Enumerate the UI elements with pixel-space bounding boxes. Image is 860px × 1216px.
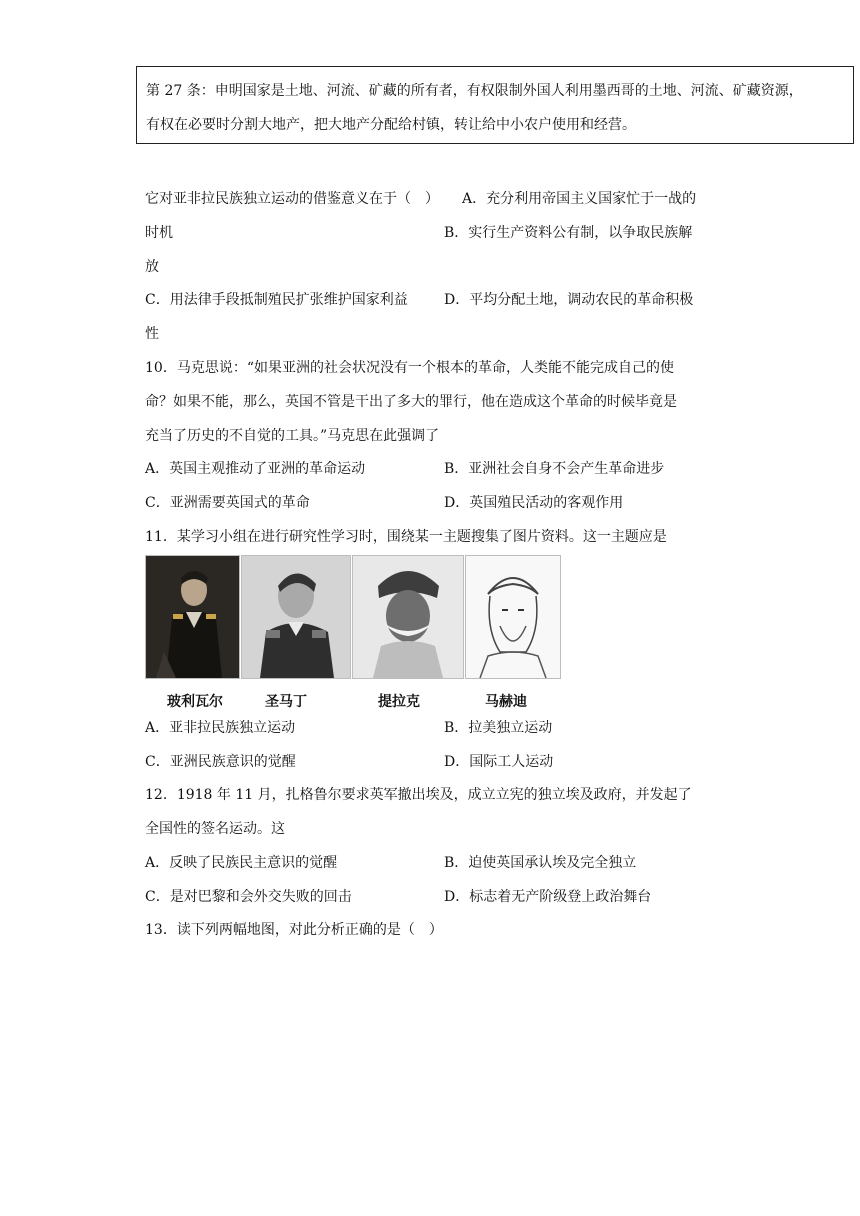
q9-option-c: C．用法律手段抵制殖民扩张维护国家利益 <box>145 292 408 308</box>
portrait-bolivar <box>145 555 240 679</box>
q12-option-c: C．是对巴黎和会外交失败的回击 <box>145 889 352 905</box>
q10-option-d: D．英国殖民活动的客观作用 <box>444 495 624 511</box>
q9-option-a-wrap: 时机 <box>145 225 173 241</box>
q9-option-b-wrap: 放 <box>145 259 159 275</box>
q11-option-d: D．国际工人运动 <box>444 754 554 770</box>
q10-line-1: 10．马克思说：“如果亚洲的社会状况没有一个根本的革命，人类能不能完成自己的使 <box>145 360 674 376</box>
excerpt-box <box>136 66 854 144</box>
caption-tilak: 提拉克 <box>378 694 420 710</box>
portrait-mahdi <box>465 555 561 679</box>
q9-option-d: D．平均分配土地，调动农民的革命积极 <box>444 292 694 308</box>
q9-stem: 它对亚非拉民族独立运动的借鉴意义在于（ ） <box>145 191 439 207</box>
portrait-tilak <box>352 555 464 679</box>
q13-stem: 13．读下列两幅地图，对此分析正确的是（ ） <box>145 922 443 938</box>
q10-option-b: B．亚洲社会自身不会产生革命进步 <box>444 461 665 477</box>
portrait-san-martin <box>241 555 351 679</box>
q9-option-b: B．实行生产资料公有制，以争取民族解 <box>444 225 693 241</box>
q12-line-1: 12．1918 年 11 月，扎格鲁尔要求英军撤出埃及，成立立宪的独立埃及政府，并发起了 <box>145 787 692 803</box>
caption-bolivar: 玻利瓦尔 <box>167 694 223 710</box>
q12-option-b: B．迫使英国承认埃及完全独立 <box>444 855 637 871</box>
q12-option-a: A．反映了民族民主意识的觉醒 <box>145 855 338 871</box>
q10-option-a: A．英国主观推动了亚洲的革命运动 <box>145 461 366 477</box>
q12-option-d: D．标志着无产阶级登上政治舞台 <box>444 889 652 905</box>
q11-stem: 11．某学习小组在进行研究性学习时，围绕某一主题搜集了图片资料。这一主题应是 <box>145 529 667 545</box>
q9-option-c-wrap: 性 <box>145 326 159 342</box>
q11-option-c: C．亚洲民族意识的觉醒 <box>145 754 296 770</box>
q12-line-2: 全国性的签名运动。这 <box>145 821 285 837</box>
q11-option-a: A．亚非拉民族独立运动 <box>145 720 296 736</box>
caption-mahdi: 马赫迪 <box>485 694 527 710</box>
q9-option-a: A．充分利用帝国主义国家忙于一战的 <box>462 191 697 207</box>
q10-option-c: C．亚洲需要英国式的革命 <box>145 495 310 511</box>
q11-option-b: B．拉美独立运动 <box>444 720 553 736</box>
q10-line-2: 命？如果不能，那么，英国不管是干出了多大的罪行，他在造成这个革命的时候毕竟是 <box>145 394 677 410</box>
excerpt-line-2: 有权在必要时分割大地产，把大地产分配给村镇，转让给中小农户使用和经营。 <box>146 117 636 133</box>
caption-san-martin: 圣马丁 <box>265 694 307 710</box>
excerpt-line-1: 第 27 条：申明国家是土地、河流、矿藏的所有者，有权限制外国人利用墨西哥的土地、河流、矿藏资源， <box>146 83 803 99</box>
q10-line-3: 充当了历史的不自觉的工具。”马克思在此强调了 <box>145 428 440 444</box>
